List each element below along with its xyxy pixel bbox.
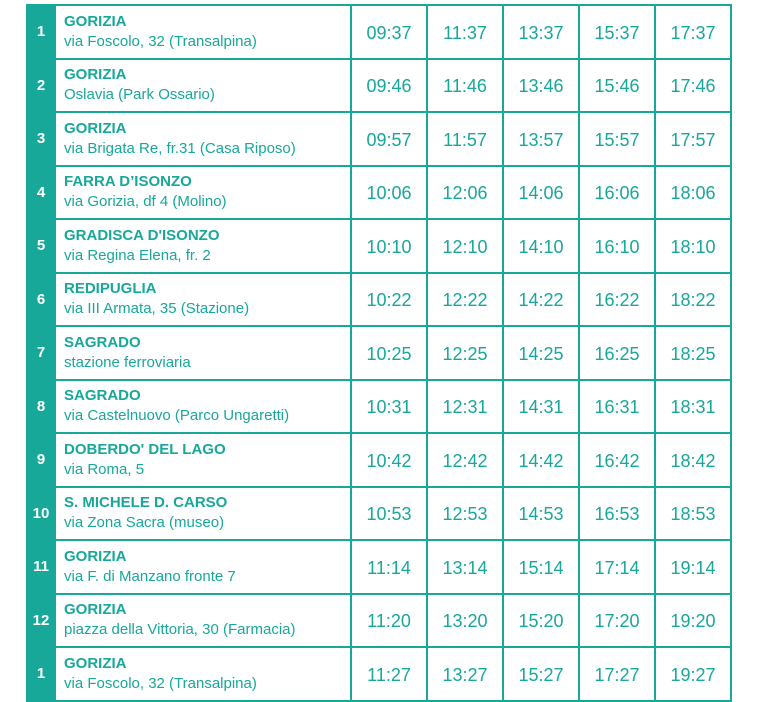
stop-row (27, 647, 731, 701)
stop-number: 9 (27, 433, 55, 487)
stop-cell (55, 433, 351, 487)
stop-cell (55, 166, 351, 220)
stop-row (27, 433, 731, 487)
departure-time: 19:14 (655, 540, 731, 594)
stop-row (27, 112, 731, 166)
departure-time: 14:31 (503, 380, 579, 434)
departure-time: 14:06 (503, 166, 579, 220)
departure-time: 17:46 (655, 59, 731, 113)
stop-number: 12 (27, 594, 55, 648)
departure-time: 15:46 (579, 59, 655, 113)
departure-time: 13:14 (427, 540, 503, 594)
departure-time: 11:37 (427, 5, 503, 59)
departure-time: 18:25 (655, 326, 731, 380)
stop-cell (55, 112, 351, 166)
departure-time: 15:20 (503, 594, 579, 648)
departure-time: 16:53 (579, 487, 655, 541)
departure-time: 18:31 (655, 380, 731, 434)
stop-row (27, 273, 731, 327)
stop-address: via Gorizia, df 4 (Molino) (64, 193, 227, 211)
departure-time: 10:10 (351, 219, 427, 273)
stop-town: S. MICHELE D. CARSO (64, 494, 228, 512)
stop-town: GORIZIA (64, 66, 127, 84)
departure-time: 09:57 (351, 112, 427, 166)
departure-time: 16:22 (579, 273, 655, 327)
departure-time: 16:10 (579, 219, 655, 273)
departure-time: 14:25 (503, 326, 579, 380)
stop-cell (55, 540, 351, 594)
departure-time: 12:25 (427, 326, 503, 380)
departure-time: 11:27 (351, 647, 427, 701)
stop-address: via Foscolo, 32 (Transalpina) (64, 674, 257, 692)
stop-number: 2 (27, 59, 55, 113)
stop-address: Oslavia (Park Ossario) (64, 86, 215, 104)
departure-time: 17:37 (655, 5, 731, 59)
timetable-body (27, 5, 731, 701)
departure-time: 16:31 (579, 380, 655, 434)
departure-time: 12:42 (427, 433, 503, 487)
stop-address: via Regina Elena, fr. 2 (64, 246, 211, 264)
departure-time: 13:20 (427, 594, 503, 648)
stop-number: 5 (27, 219, 55, 273)
departure-time: 16:25 (579, 326, 655, 380)
departure-time: 19:27 (655, 647, 731, 701)
departure-time: 09:46 (351, 59, 427, 113)
stop-town: GORIZIA (64, 601, 127, 619)
departure-time: 14:53 (503, 487, 579, 541)
stop-cell (55, 487, 351, 541)
stop-address: via Zona Sacra (museo) (64, 514, 225, 532)
stop-town: GORIZIA (64, 119, 127, 137)
stop-number: 8 (27, 380, 55, 434)
stop-address: via Foscolo, 32 (Transalpina) (64, 32, 257, 50)
departure-time: 17:57 (655, 112, 731, 166)
departure-time: 17:27 (579, 647, 655, 701)
stop-row (27, 594, 731, 648)
stop-town: REDIPUGLIA (64, 280, 157, 298)
departure-time: 12:22 (427, 273, 503, 327)
departure-time: 17:14 (579, 540, 655, 594)
stop-number: 7 (27, 326, 55, 380)
stop-cell (55, 594, 351, 648)
stop-cell (55, 380, 351, 434)
stop-address: stazione ferroviaria (64, 353, 191, 371)
departure-time: 11:20 (351, 594, 427, 648)
stop-number: 4 (27, 166, 55, 220)
stop-address: via III Armata, 35 (Stazione) (64, 300, 250, 318)
stop-town: GRADISCA D'ISONZO (64, 226, 220, 244)
departure-time: 17:20 (579, 594, 655, 648)
departure-time: 13:27 (427, 647, 503, 701)
departure-time: 15:27 (503, 647, 579, 701)
stop-row (27, 380, 731, 434)
stop-town: FARRA D’ISONZO (64, 173, 192, 191)
stop-number: 1 (27, 647, 55, 701)
stop-row (27, 219, 731, 273)
stop-town: GORIZIA (64, 654, 127, 672)
stop-cell (55, 647, 351, 701)
departure-time: 10:31 (351, 380, 427, 434)
departure-time: 09:37 (351, 5, 427, 59)
stop-address: via Brigata Re, fr.31 (Casa Riposo) (64, 139, 296, 157)
stop-town: DOBERDO' DEL LAGO (64, 440, 226, 458)
departure-time: 14:22 (503, 273, 579, 327)
departure-time: 18:42 (655, 433, 731, 487)
departure-time: 15:57 (579, 112, 655, 166)
stop-town: SAGRADO (64, 333, 141, 351)
departure-time: 10:06 (351, 166, 427, 220)
stop-number: 6 (27, 273, 55, 327)
departure-time: 10:42 (351, 433, 427, 487)
departure-time: 15:14 (503, 540, 579, 594)
departure-time: 13:37 (503, 5, 579, 59)
departure-time: 16:06 (579, 166, 655, 220)
departure-time: 12:31 (427, 380, 503, 434)
departure-time: 18:06 (655, 166, 731, 220)
stop-cell (55, 5, 351, 59)
stop-town: GORIZIA (64, 12, 127, 30)
timetable (26, 4, 732, 702)
departure-time: 14:10 (503, 219, 579, 273)
departure-time: 12:53 (427, 487, 503, 541)
stop-row (27, 59, 731, 113)
stop-town: GORIZIA (64, 547, 127, 565)
stop-cell (55, 219, 351, 273)
stop-row (27, 487, 731, 541)
stop-number: 11 (27, 540, 55, 594)
departure-time: 18:53 (655, 487, 731, 541)
stop-address: piazza della Vittoria, 30 (Farmacia) (64, 621, 296, 639)
stop-address: via F. di Manzano fronte 7 (64, 567, 236, 585)
stop-town: SAGRADO (64, 387, 141, 405)
stop-row (27, 326, 731, 380)
departure-time: 11:57 (427, 112, 503, 166)
stop-address: via Roma, 5 (64, 460, 145, 478)
stop-cell (55, 326, 351, 380)
departure-time: 18:10 (655, 219, 731, 273)
stop-number: 10 (27, 487, 55, 541)
departure-time: 10:22 (351, 273, 427, 327)
departure-time: 11:14 (351, 540, 427, 594)
stop-cell (55, 273, 351, 327)
departure-time: 15:37 (579, 5, 655, 59)
departure-time: 19:20 (655, 594, 731, 648)
departure-time: 10:25 (351, 326, 427, 380)
departure-time: 13:46 (503, 59, 579, 113)
stop-row (27, 540, 731, 594)
departure-time: 16:42 (579, 433, 655, 487)
departure-time: 11:46 (427, 59, 503, 113)
departure-time: 12:10 (427, 219, 503, 273)
departure-time: 13:57 (503, 112, 579, 166)
departure-time: 14:42 (503, 433, 579, 487)
stop-address: via Castelnuovo (Parco Ungaretti) (64, 407, 290, 425)
departure-time: 12:06 (427, 166, 503, 220)
stop-row (27, 5, 731, 59)
departure-time: 18:22 (655, 273, 731, 327)
departure-time: 10:53 (351, 487, 427, 541)
stop-number: 1 (27, 5, 55, 59)
stop-row (27, 166, 731, 220)
stop-cell (55, 59, 351, 113)
stop-number: 3 (27, 112, 55, 166)
